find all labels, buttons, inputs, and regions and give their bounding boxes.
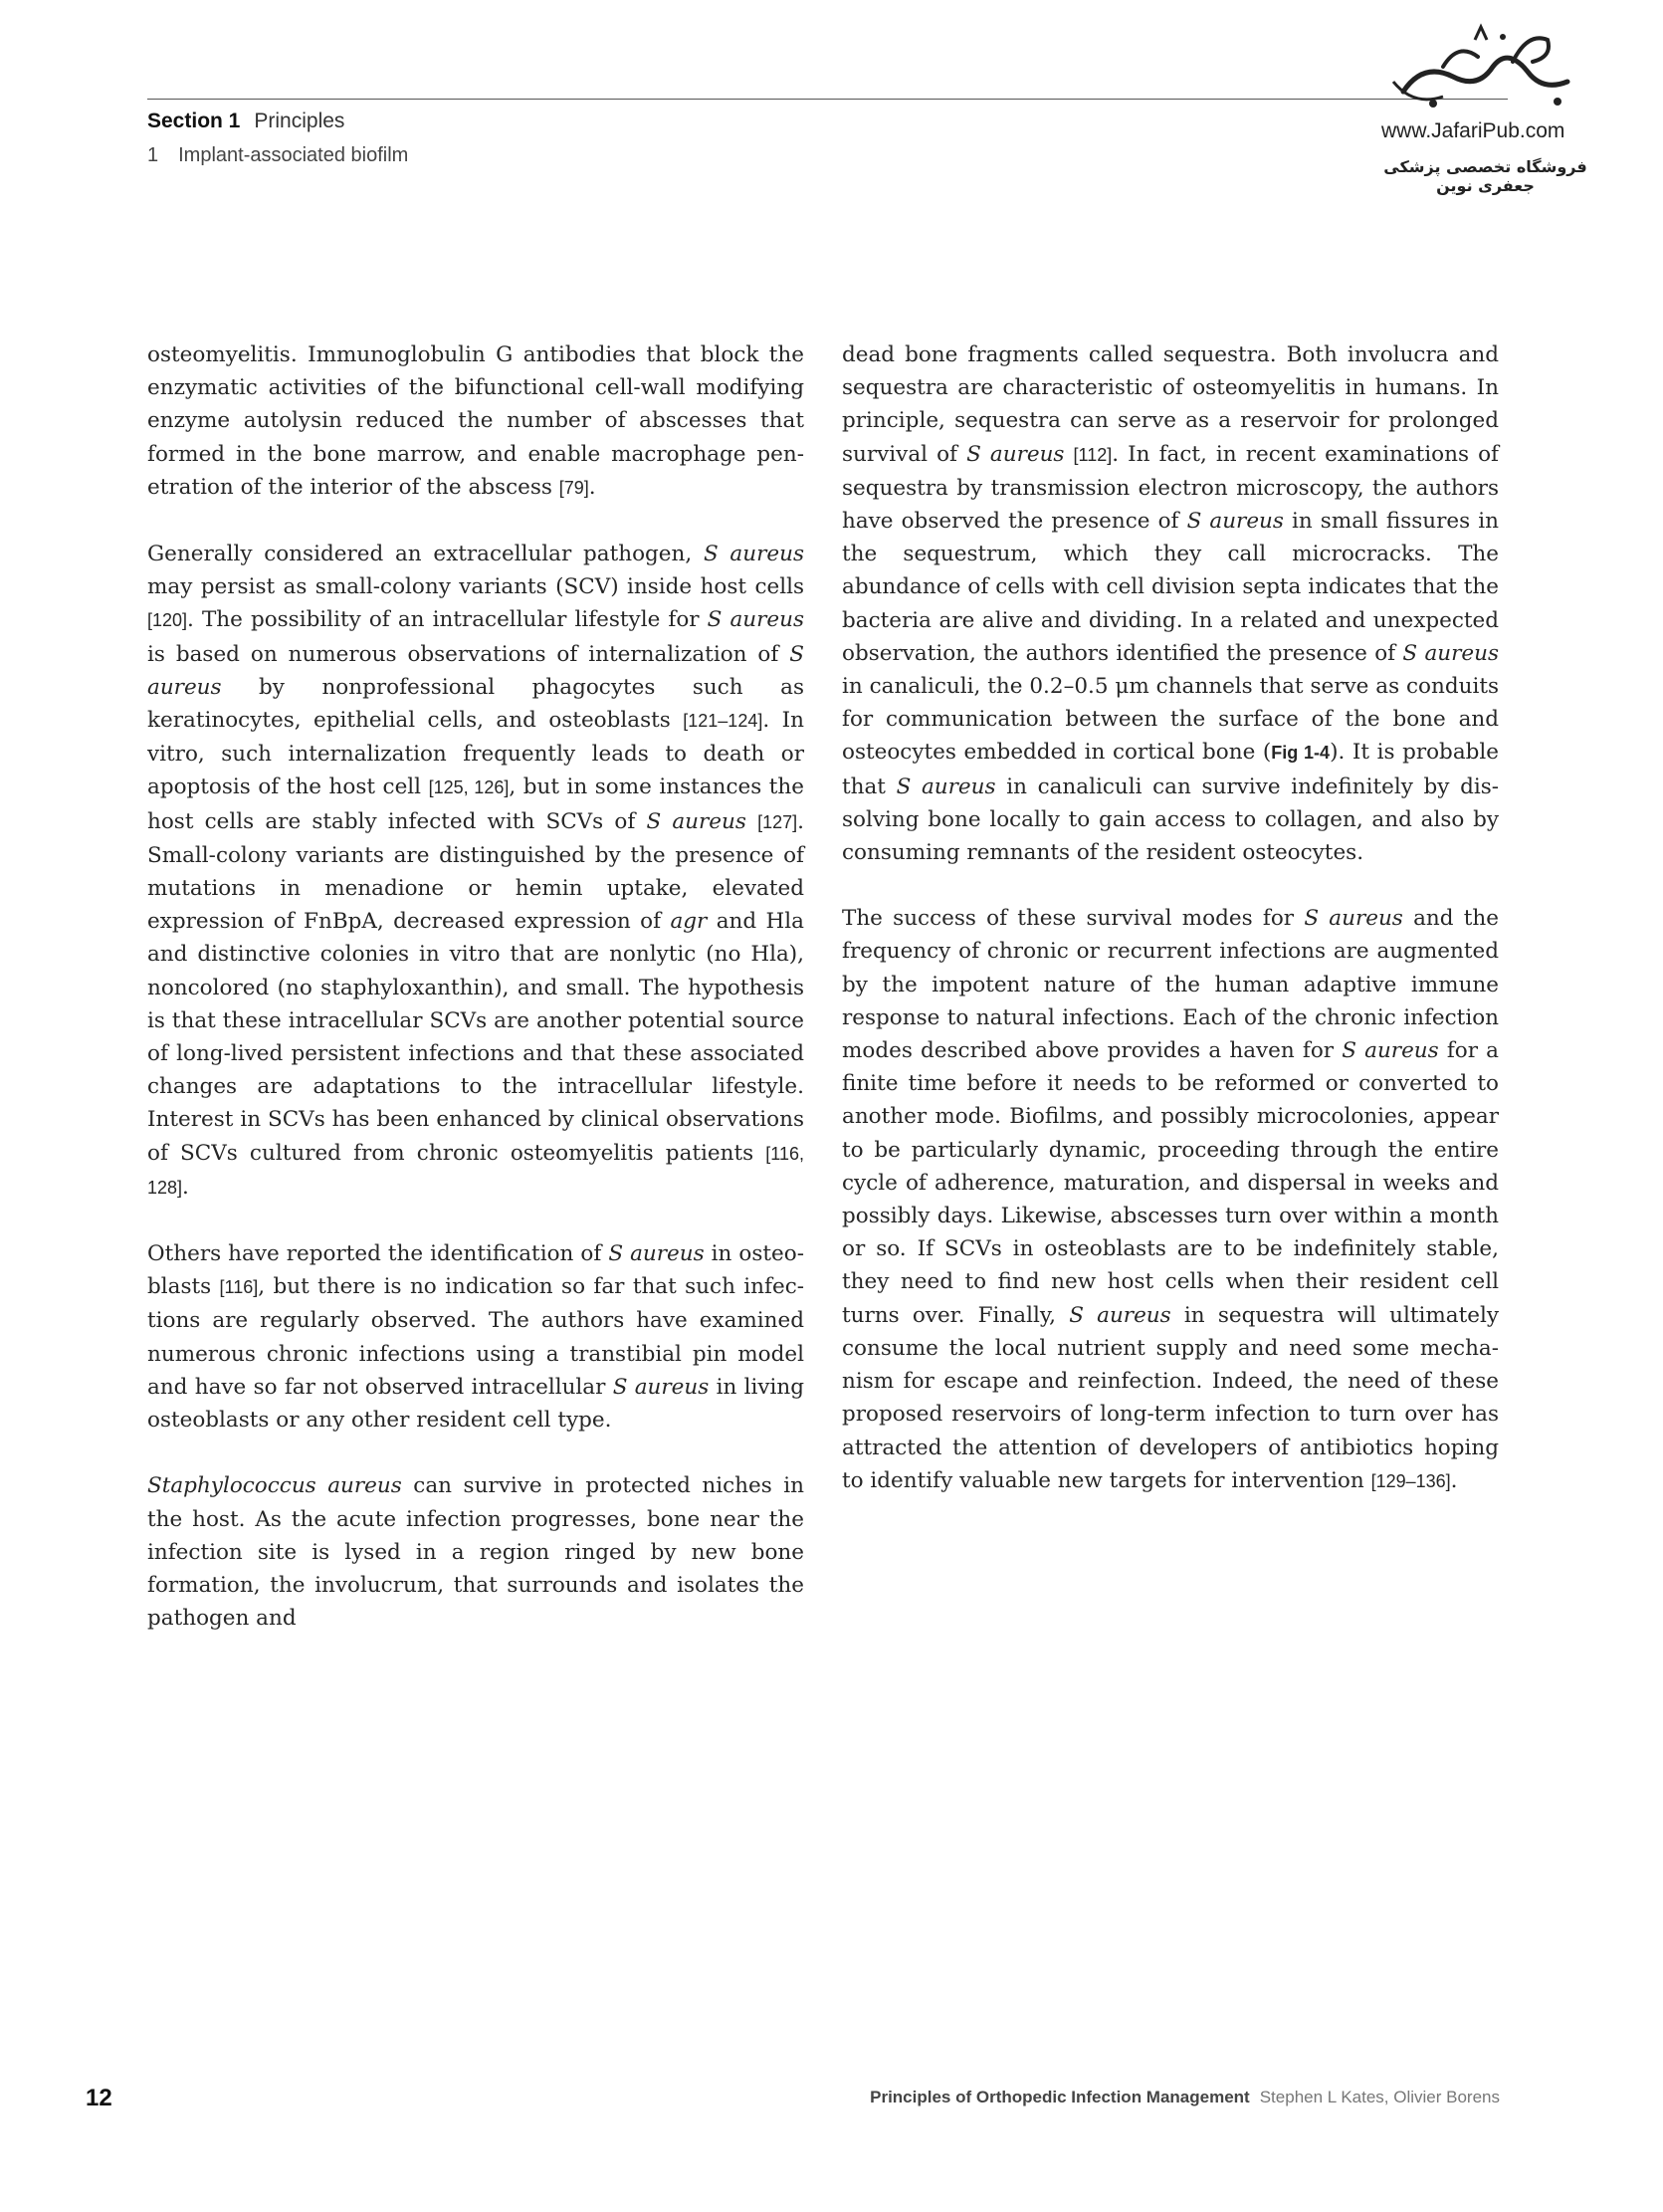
publisher-url: www.JafariPub.com [1381, 119, 1565, 142]
paragraph: Others have reported the identification of S aureus in osteoblasts [116], but there is no indication so far that such infections are regularly observed. The authors have examined numerous chronic infections using a transtibial pin model and have so far not observed intracellular S aureus in living osteoblasts or any other resident cell type. [147, 1241, 804, 1434]
species-name: S aureus [608, 1241, 705, 1267]
running-header-section [147, 110, 344, 133]
running-footer [870, 2088, 1500, 2107]
citation: [127] [757, 811, 798, 832]
species-name: S aureus [966, 441, 1065, 467]
chapter-number: 1 [147, 144, 159, 166]
citation: [112] [1073, 444, 1113, 465]
paragraph: Generally considered an extracellular pathogen, S aureus may persist as small-colony variants (SCV) inside host cells [120]. The possibility of an intracellular lifestyle for S aureus is based on numerous observations of internalization of S aureus by nonprofessional phagocytes such as keratinocytes, epithelial cells, and osteoblasts [121–124]. In vitro, such internalization frequently leads to death or apoptosis of the host cell [125, 126], but in some instances the host cells are stably infected with SCVs of S aureus [127]. Small-colony variants are distinguished by the presence of mutations in menadione or hemin uptake, elevated expression of FnBpA, decreased expression of agr and Hla and distinctive colonies in vitro that are nonlytic (no Hla), noncolored (no staphyloxanthin), and small. The hypothesis is that these intracellular SCVs are another potential source of long-lived persistent infections and that these associated changes are adaptations to the intracellular lifestyle. Interest in SCVs has been enhanced by clinical observations of SCVs cultured from chronic osteomyelitis patients [116, 128]. [147, 542, 805, 1200]
section-label: Section 1 [147, 110, 241, 132]
book-authors: Stephen L Kates, Olivier Borens [1259, 2088, 1500, 2106]
gene-name: agr [670, 909, 708, 935]
paragraph: osteomyelitis. Immunoglobulin G antibodies that block the enzymatic activities of the bifunctional cell-wall modifying enzyme autolysin reduced the number of abscesses that formed in the bone marrow, and enable macrophage penetration of the interior of the abscess [79]. [147, 342, 804, 500]
species-name: Staphylococcus aureus [147, 1473, 402, 1499]
publisher-logo [1373, 22, 1602, 195]
citation: [125, 126] [428, 777, 510, 798]
species-name: S aureus [1304, 906, 1403, 932]
species-name: S aureus [147, 641, 804, 700]
right-column [842, 338, 1499, 1531]
section-title: Principles [254, 110, 345, 132]
citation: [116, 128] [147, 1143, 804, 1198]
species-name: S aureus [1342, 1038, 1439, 1064]
paragraph: dead bone fragments called sequestra. Both involucra and sequestra are characteristic of osteomyelitis in humans. In principle, sequestra can serve as a reservoir for prolonged survival of S aureus [112]. In fact, in recent examinations of sequestra by transmission electron microscopy, the authors have observed the presence of S aureus in small fissures in the sequestrum, which they call microcracks. The abundance of cells with cell division septa indicates that the bacteria are alive and dividing. In a related and unexpected observation, the authors identified the presence of S aureus in canaliculi, the 0.2–0.5 μm channels that serve as conduits for communication between the surface of the bone and osteocytes embedded in cortical bone (Fig 1-4). It is probable that S aureus in canaliculi can survive indefinitely by dissolving bone locally to gain access to collagen, and also by consuming remnants of the resident osteocytes. [842, 342, 1500, 866]
paragraph: The success of these survival modes for S aureus and the frequency of chronic or recurrent infections are augmented by the impotent nature of the human adaptive immune response to natural infections. Each of the chronic infection modes described above provides a haven for S aureus for a finite time before it needs to be reformed or converted to another mode. Biofilms, and possibly microcolonies, appear to be particularly dynamic, proceeding through the entire cycle of adherence, maturation, and dispersal in weeks and possibly days. Likewise, abscesses turn over within a month or so. If SCVs in osteoblasts are to be indefinitely stable, they need to find new host cells when their resident cell turns over. Finally, S aureus in sequestra will ultimately consume the local nutrient supply and need some mechanism for escape and reinfection. Indeed, the need of these proposed reservoirs of long-term infection to turn over has attracted the attention of developers of antibiotics hoping to identify valuable new targets for intervention [129–136]. [842, 906, 1499, 1493]
species-name: S aureus [646, 808, 746, 834]
species-name: S aureus [1402, 640, 1499, 666]
species-name: S aureus [1186, 509, 1284, 535]
citation: [79] [558, 477, 589, 498]
publisher-tagline: فروشگاه تخصصی پزشکی جعفری نوین [1383, 157, 1587, 195]
figure-reference: Fig 1-4 [1271, 743, 1331, 764]
book-title: Principles of Orthopedic Infection Management [870, 2088, 1250, 2106]
species-name: S aureus [703, 542, 804, 567]
calligraphy-logo-icon [1383, 22, 1592, 116]
species-name: S aureus [707, 607, 804, 633]
citation: [120] [147, 610, 188, 631]
species-name: S aureus [896, 774, 996, 799]
citation: [121–124] [683, 711, 763, 732]
left-column [147, 338, 804, 1667]
page-number: 12 [86, 2085, 112, 2111]
citation: [129–136] [1370, 1470, 1451, 1491]
paragraph: Staphylococcus aureus can survive in protected niches in the host. As the acute infection progresses, bone near the infection site is lysed in a region ringed by new bone formation, the involucrum, that surrounds and isolates the pathogen and [147, 1473, 804, 1632]
species-name: S aureus [1069, 1302, 1171, 1328]
citation: [116] [219, 1277, 259, 1298]
species-name: S aureus [612, 1374, 710, 1400]
header-rule [147, 99, 1508, 100]
running-header-chapter [147, 144, 408, 167]
chapter-title: Implant-associated biofilm [178, 144, 409, 166]
